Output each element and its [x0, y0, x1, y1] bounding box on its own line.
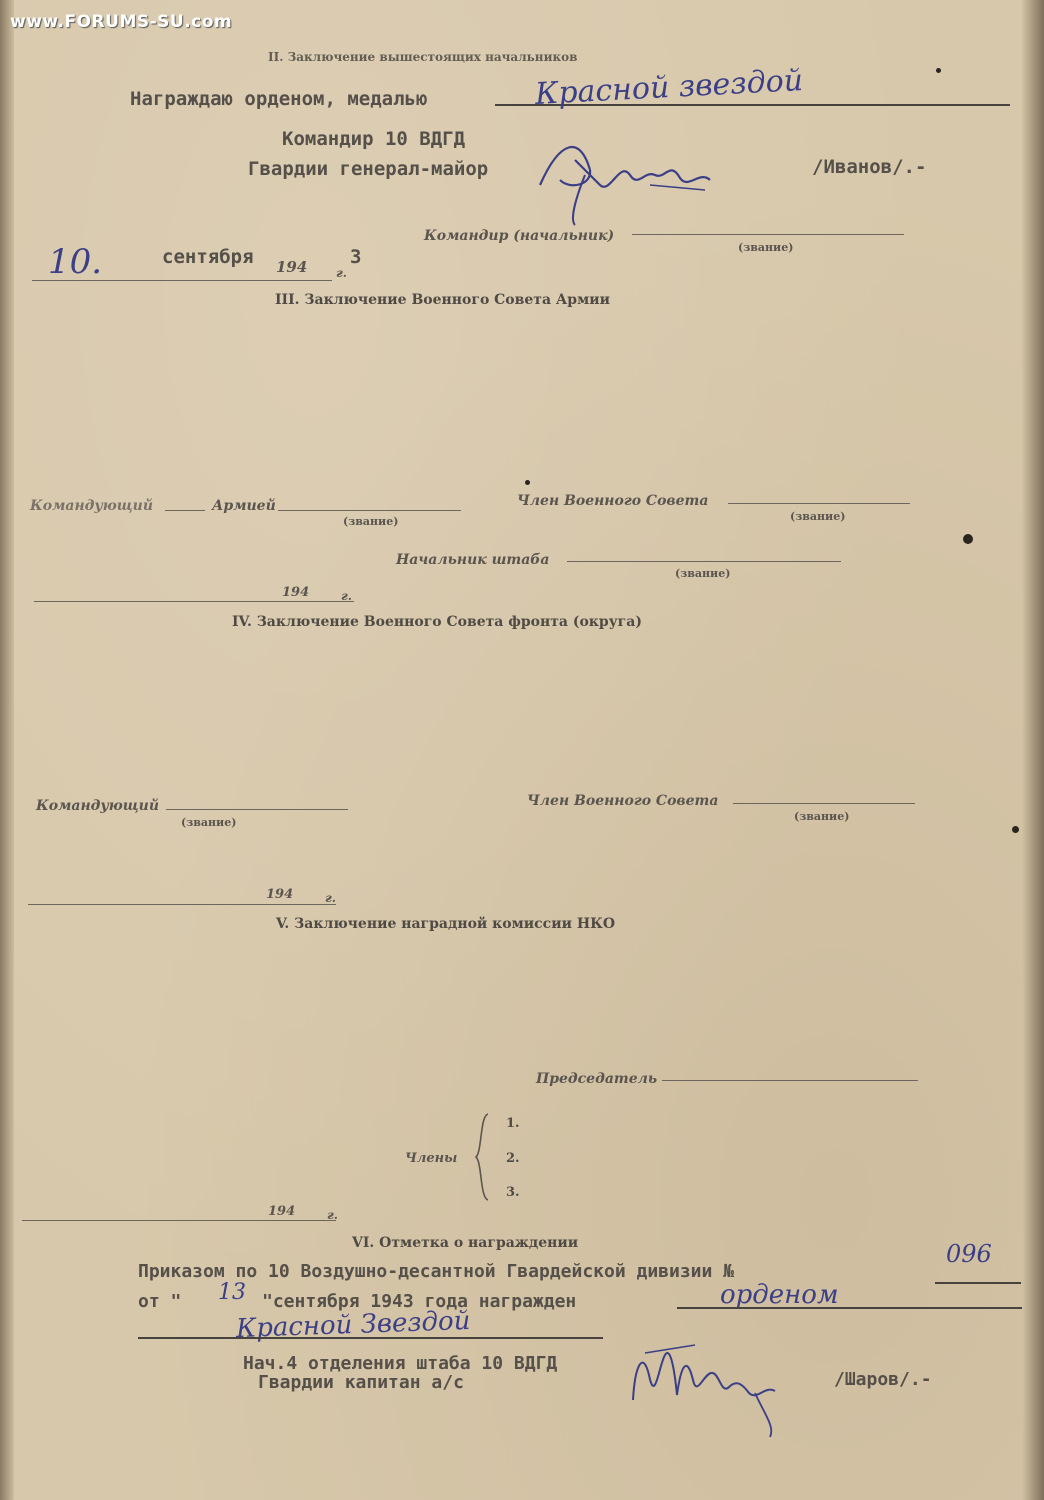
- punch-hole: [1012, 826, 1019, 833]
- punch-hole: [963, 534, 973, 544]
- chief-line1: Нач.4 отделения штаба 10 ВДГД: [243, 1353, 558, 1374]
- paper-speck: [936, 68, 941, 73]
- section6-title: VI. Отметка о награждении: [352, 1235, 579, 1251]
- chief-name: /Шаров/.-: [834, 1369, 932, 1390]
- front-council-label: Член Военного Совета: [527, 793, 719, 809]
- front-council-line: [733, 803, 915, 804]
- commander-rank-line: [632, 234, 904, 235]
- award-handwritten-1: орденом: [720, 1280, 839, 1310]
- section4-date-line: [28, 904, 336, 905]
- member-2: 2.: [506, 1151, 520, 1166]
- army-council-label: Член Военного Совета: [517, 493, 709, 509]
- front-commander-line: [166, 809, 348, 810]
- commander-signature: [530, 130, 720, 230]
- front-council-rank: (звание): [794, 810, 850, 823]
- army-commander-line-a: [165, 510, 205, 511]
- army-council-line: [728, 503, 910, 504]
- chief-signature: [625, 1335, 795, 1445]
- members-label: Члены: [405, 1151, 458, 1166]
- page-edge-left: [0, 0, 14, 1500]
- section5-title: V. Заключение наградной комиссии НКО: [276, 916, 616, 932]
- commander-rank-caption: (звание): [738, 241, 794, 254]
- chairman-line: [662, 1080, 918, 1081]
- section4-year-suffix: г.: [325, 891, 336, 905]
- section5-year-prefix: 194: [268, 1204, 296, 1219]
- section4-year-prefix: 194: [266, 887, 294, 902]
- army-council-rank: (звание): [790, 510, 846, 523]
- commander-line2: Гвардии генерал-майор: [248, 158, 489, 180]
- front-commander-rank: (звание): [181, 816, 237, 829]
- army-commander-rank: (звание): [343, 515, 399, 528]
- award-handwritten-2: Красной Звездой: [235, 1305, 471, 1345]
- members-brace: [474, 1112, 494, 1202]
- section3-title: III. Заключение Военного Совета Армии: [275, 292, 611, 308]
- section5-date-line: [22, 1220, 336, 1221]
- chief-of-staff-rank: (звание): [675, 567, 731, 580]
- date-month: сентября: [162, 246, 254, 268]
- date-day-handwritten: 10.: [48, 242, 103, 282]
- order-line1: Приказом по 10 Воздушно-десантной Гвардейской дивизии №: [138, 1261, 735, 1282]
- chief-of-staff-label: Начальник штаба: [396, 552, 550, 568]
- order-award-line: [677, 1307, 1022, 1309]
- section3-year-suffix: г.: [341, 589, 352, 603]
- member-1: 1.: [506, 1116, 520, 1131]
- front-commander-label: Командующий: [36, 798, 160, 814]
- page-edge-right: [1022, 0, 1044, 1500]
- chief-line2: Гвардии капитан а/с: [258, 1372, 464, 1393]
- commander-line1: Командир 10 ВДГД: [282, 128, 466, 150]
- section2-title: II. Заключение вышестоящих начальников: [268, 50, 578, 64]
- section3-year-prefix: 194: [282, 585, 310, 600]
- army-commander-line-b: [278, 510, 461, 511]
- order-line2-suffix: "сентября 1943 года награжден: [262, 1291, 577, 1312]
- order-day-handwritten: 13: [218, 1280, 246, 1305]
- date-line: [32, 280, 332, 281]
- chairman-label: Председатель: [536, 1071, 658, 1087]
- award-label: Награждаю орденом, медалью: [130, 88, 428, 110]
- order-number-handwritten: 096: [946, 1240, 992, 1268]
- order-number-line: [935, 1282, 1021, 1284]
- section4-title: IV. Заключение Военного Совета фронта (округа): [232, 614, 642, 630]
- commander-caption: Командир (начальник): [424, 228, 615, 244]
- section3-date-line: [34, 601, 354, 602]
- order-award-line-2: [138, 1337, 603, 1339]
- chief-of-staff-line: [567, 561, 841, 562]
- army-commander-label: Командующий: [30, 498, 154, 514]
- date-year-digit: 3: [350, 246, 362, 268]
- commander-name: /Иванов/.-: [812, 156, 927, 178]
- paper-speck: [525, 480, 530, 485]
- award-handwritten: Красной звездой: [534, 63, 804, 112]
- member-3: 3.: [506, 1185, 520, 1200]
- date-year-prefix: 194: [276, 258, 308, 276]
- date-year-suffix: г.: [336, 266, 347, 280]
- watermark: www.FORUMS-SU.com: [10, 12, 233, 32]
- army-word: Армией: [212, 498, 276, 514]
- order-line2-prefix: от ": [138, 1291, 182, 1312]
- section5-year-suffix: г.: [327, 1208, 338, 1222]
